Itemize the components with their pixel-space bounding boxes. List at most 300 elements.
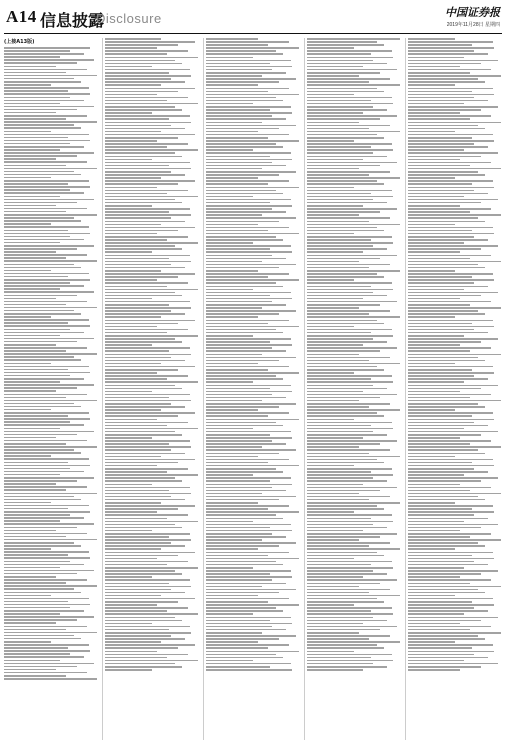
text-line [4, 536, 66, 538]
text-line [4, 260, 97, 262]
text-line [105, 295, 182, 297]
text-line [408, 626, 491, 628]
text-line [408, 487, 491, 489]
text-line [206, 88, 289, 90]
text-line [408, 41, 493, 43]
text-line [206, 431, 291, 433]
text-line [4, 75, 97, 77]
text-line [105, 446, 191, 448]
text-line [206, 316, 258, 318]
text-line [105, 208, 190, 210]
text-line [4, 588, 74, 590]
text-line [4, 567, 60, 569]
text-line [206, 264, 296, 266]
text-line [408, 177, 455, 179]
text-line [105, 84, 161, 86]
text-line [408, 248, 481, 250]
text-line [105, 583, 169, 585]
text-line [408, 632, 501, 634]
text-line [105, 233, 157, 235]
text-line [307, 341, 387, 343]
column-text [408, 38, 502, 671]
text-line [307, 125, 390, 127]
text-line [307, 196, 393, 198]
text-line [206, 651, 299, 653]
text-line [4, 598, 89, 600]
text-line [4, 434, 77, 436]
text-line [408, 81, 485, 83]
text-line [206, 344, 292, 346]
text-line [307, 217, 390, 219]
text-line [408, 208, 491, 210]
text-line [408, 419, 494, 421]
text-line [206, 326, 299, 328]
text-line [105, 112, 152, 114]
text-line [105, 484, 152, 486]
text-line [307, 255, 397, 257]
text-line [4, 421, 70, 423]
text-line [307, 388, 387, 390]
text-line [206, 440, 272, 442]
text-line [408, 657, 488, 659]
text-line [408, 344, 460, 346]
text-line [206, 552, 289, 554]
text-line [4, 415, 68, 417]
text-line [408, 289, 464, 291]
text-line [408, 573, 481, 575]
text-line [307, 660, 393, 662]
text-line [206, 660, 253, 662]
text-line [206, 354, 262, 356]
text-line [105, 558, 157, 560]
text-line [105, 511, 157, 513]
text-line [206, 106, 291, 108]
text-line [206, 53, 283, 55]
text-line [307, 446, 359, 448]
text-line [4, 301, 87, 303]
text-line [206, 539, 262, 541]
text-line [307, 363, 400, 365]
text-line [4, 554, 68, 556]
text-line [307, 357, 390, 359]
text-line [307, 57, 393, 59]
text-line [4, 93, 90, 95]
text-line [408, 548, 455, 550]
text-line [408, 666, 481, 668]
text-line [206, 459, 289, 461]
text-line [307, 508, 384, 510]
text-line [307, 103, 393, 105]
text-line [408, 78, 478, 80]
text-line [4, 585, 97, 587]
text-line [408, 530, 460, 532]
text-line [307, 613, 393, 615]
text-line [4, 372, 90, 374]
text-line [105, 196, 198, 198]
text-line [408, 468, 474, 470]
text-line [105, 496, 171, 498]
text-line [408, 570, 498, 572]
text-line [307, 128, 369, 130]
text-line [307, 415, 384, 417]
column-3 [203, 38, 300, 740]
text-line [408, 199, 498, 201]
text-line [4, 428, 60, 430]
text-line [4, 493, 97, 495]
text-line [408, 338, 498, 340]
text-line [4, 146, 84, 148]
text-line [105, 487, 190, 489]
text-line [4, 264, 74, 266]
text-line [307, 484, 363, 486]
text-line [307, 372, 354, 374]
text-line [4, 604, 90, 606]
text-line [105, 276, 178, 278]
text-line [105, 323, 178, 325]
text-line [105, 521, 198, 523]
text-line [4, 242, 60, 244]
text-line [4, 375, 70, 377]
text-line [206, 251, 292, 253]
text-line [408, 63, 481, 65]
text-line [206, 276, 268, 278]
text-line [408, 412, 493, 414]
text-line [105, 632, 191, 634]
text-line [307, 663, 373, 665]
text-line [4, 409, 51, 411]
text-line [408, 394, 491, 396]
text-line [4, 295, 77, 297]
text-line [307, 573, 387, 575]
text-line [4, 378, 84, 380]
text-line [105, 273, 195, 275]
text-line [408, 638, 485, 640]
text-line [206, 149, 253, 151]
text-line [206, 487, 272, 489]
text-line [307, 162, 397, 164]
text-line [206, 403, 296, 405]
text-line [4, 499, 81, 501]
text-line [105, 109, 182, 111]
text-line [408, 437, 460, 439]
text-line [206, 329, 276, 331]
text-line [105, 140, 157, 142]
text-line [4, 62, 77, 64]
text-line [105, 94, 157, 96]
text-line [105, 660, 198, 662]
text-line [408, 428, 464, 430]
text-line [105, 412, 195, 414]
text-line [307, 279, 354, 281]
text-line [408, 258, 470, 260]
text-line [206, 292, 291, 294]
text-line [105, 561, 188, 563]
text-line [4, 622, 56, 624]
text-line [307, 307, 359, 309]
text-line [105, 267, 185, 269]
text-line [4, 675, 66, 677]
text-line [105, 78, 171, 80]
text-line [206, 270, 258, 272]
text-line [307, 638, 369, 640]
text-line [408, 347, 491, 349]
text-line [206, 221, 279, 223]
text-line [408, 409, 455, 411]
text-line [307, 422, 392, 424]
text-line [206, 84, 258, 86]
text-line [408, 357, 478, 359]
text-line [206, 644, 289, 646]
text-line [307, 530, 363, 532]
text-line [105, 613, 198, 615]
text-line [408, 282, 474, 284]
text-line [408, 313, 485, 315]
text-line [4, 90, 68, 92]
text-line [206, 50, 276, 52]
text-line [307, 248, 387, 250]
text-line [4, 165, 66, 167]
text-line [307, 267, 369, 269]
text-line [408, 50, 474, 52]
text-line [4, 359, 81, 361]
text-line [206, 372, 299, 374]
text-line [105, 644, 195, 646]
text-line [307, 431, 373, 433]
text-line [408, 221, 485, 223]
text-line [105, 570, 175, 572]
text-line [206, 255, 272, 257]
text-line [408, 567, 464, 569]
text-line [408, 159, 460, 161]
text-line [307, 381, 393, 383]
text-line [4, 520, 60, 522]
text-line [307, 654, 392, 656]
text-line [4, 511, 90, 513]
text-line [4, 551, 89, 553]
text-line [408, 236, 474, 238]
text-line [307, 347, 397, 349]
text-line [408, 592, 485, 594]
text-line [206, 363, 258, 365]
text-line [206, 465, 299, 467]
text-line [105, 462, 178, 464]
text-line [206, 607, 276, 609]
text-line [105, 372, 157, 374]
text-line [307, 394, 397, 396]
text-line [307, 335, 393, 337]
text-line [408, 84, 455, 86]
text-line [4, 542, 74, 544]
text-line [105, 60, 175, 62]
text-line [408, 598, 493, 600]
text-line [408, 103, 464, 105]
text-line [105, 505, 195, 507]
text-line [4, 471, 84, 473]
text-line [105, 187, 157, 189]
text-line [4, 576, 56, 578]
text-line [307, 41, 377, 43]
text-line [307, 490, 380, 492]
text-line [206, 320, 289, 322]
text-line [408, 607, 474, 609]
text-line [206, 332, 283, 334]
text-line [206, 180, 289, 182]
text-line [105, 459, 195, 461]
text-line [105, 477, 175, 479]
text-line [206, 561, 276, 563]
text-line [4, 514, 70, 516]
text-line [105, 53, 167, 55]
text-line [307, 156, 387, 158]
text-line [206, 295, 270, 297]
text-line [307, 518, 371, 520]
text-line [408, 471, 488, 473]
text-line [105, 217, 171, 219]
text-line [4, 582, 66, 584]
text-line [105, 310, 171, 312]
text-line [206, 350, 286, 352]
text-line [307, 171, 390, 173]
text-line [105, 236, 188, 238]
text-line [4, 236, 70, 238]
text-line [307, 657, 371, 659]
text-line [408, 264, 478, 266]
text-line [4, 465, 90, 467]
column-2 [102, 38, 199, 740]
text-line [206, 57, 253, 59]
text-line [408, 122, 501, 124]
text-line [206, 208, 272, 210]
text-line [105, 168, 191, 170]
text-line [4, 285, 84, 287]
text-line [408, 53, 488, 55]
text-line [408, 279, 494, 281]
text-line [4, 106, 94, 108]
text-line [307, 409, 400, 411]
text-line [206, 44, 268, 46]
text-line [4, 177, 51, 179]
text-line [4, 663, 94, 665]
text-line [307, 471, 371, 473]
text-line [105, 230, 178, 232]
text-line [105, 242, 198, 244]
text-line [4, 446, 97, 448]
text-line [206, 177, 258, 179]
text-line [206, 224, 258, 226]
text-line [307, 214, 359, 216]
text-line [307, 443, 380, 445]
text-line [206, 456, 258, 458]
text-line [206, 586, 262, 588]
text-line [206, 378, 283, 380]
text-line [105, 41, 195, 43]
text-line [408, 521, 464, 523]
text-line [206, 412, 289, 414]
text-line [307, 425, 371, 427]
text-line [206, 620, 270, 622]
text-line [307, 251, 363, 253]
text-line [307, 295, 387, 297]
text-line [4, 647, 68, 649]
text-line [408, 60, 498, 62]
text-line [408, 326, 494, 328]
text-line [206, 97, 276, 99]
text-line [105, 403, 171, 405]
text-line [408, 536, 470, 538]
text-line [4, 356, 74, 358]
text-line [408, 143, 474, 145]
text-line [307, 626, 397, 628]
text-line [4, 239, 84, 241]
text-line [206, 484, 292, 486]
text-line [408, 69, 491, 71]
text-line [206, 72, 286, 74]
text-line [206, 595, 258, 597]
text-line [408, 183, 472, 185]
text-line [408, 660, 464, 662]
text-line [206, 137, 268, 139]
text-line [206, 490, 286, 492]
text-line [4, 530, 56, 532]
text-line [4, 523, 94, 525]
text-line [408, 558, 494, 560]
text-line [105, 533, 190, 535]
text-line [307, 190, 392, 192]
text-line [206, 669, 292, 671]
text-line [105, 174, 185, 176]
text-line [105, 190, 188, 192]
text-line [307, 304, 380, 306]
text-line [408, 502, 455, 504]
text-line [105, 419, 157, 421]
text-line [206, 267, 279, 269]
text-line [4, 431, 94, 433]
text-line [408, 381, 464, 383]
text-line [408, 539, 501, 541]
text-line [408, 310, 478, 312]
text-line [105, 502, 161, 504]
text-line [408, 140, 494, 142]
text-line [105, 57, 198, 59]
text-line [105, 647, 178, 649]
text-line [206, 471, 283, 473]
text-line [4, 118, 66, 120]
text-line [408, 97, 474, 99]
newspaper-logo: 中国证券报 [445, 6, 500, 19]
text-line [307, 323, 384, 325]
text-line [206, 38, 258, 40]
text-line [4, 81, 81, 83]
text-line [307, 527, 387, 529]
text-line [408, 552, 493, 554]
text-line [4, 267, 81, 269]
text-line [307, 332, 371, 334]
text-line [408, 542, 478, 544]
text-line [105, 530, 152, 532]
text-line [105, 159, 152, 161]
text-line [307, 180, 377, 182]
text-line [4, 115, 87, 117]
text-line [105, 428, 198, 430]
text-line [105, 385, 175, 387]
text-line [105, 118, 169, 120]
text-line [4, 335, 60, 337]
text-line [4, 678, 97, 680]
text-line [408, 629, 470, 631]
text-line [408, 363, 455, 365]
text-line [307, 282, 392, 284]
text-line [307, 174, 369, 176]
